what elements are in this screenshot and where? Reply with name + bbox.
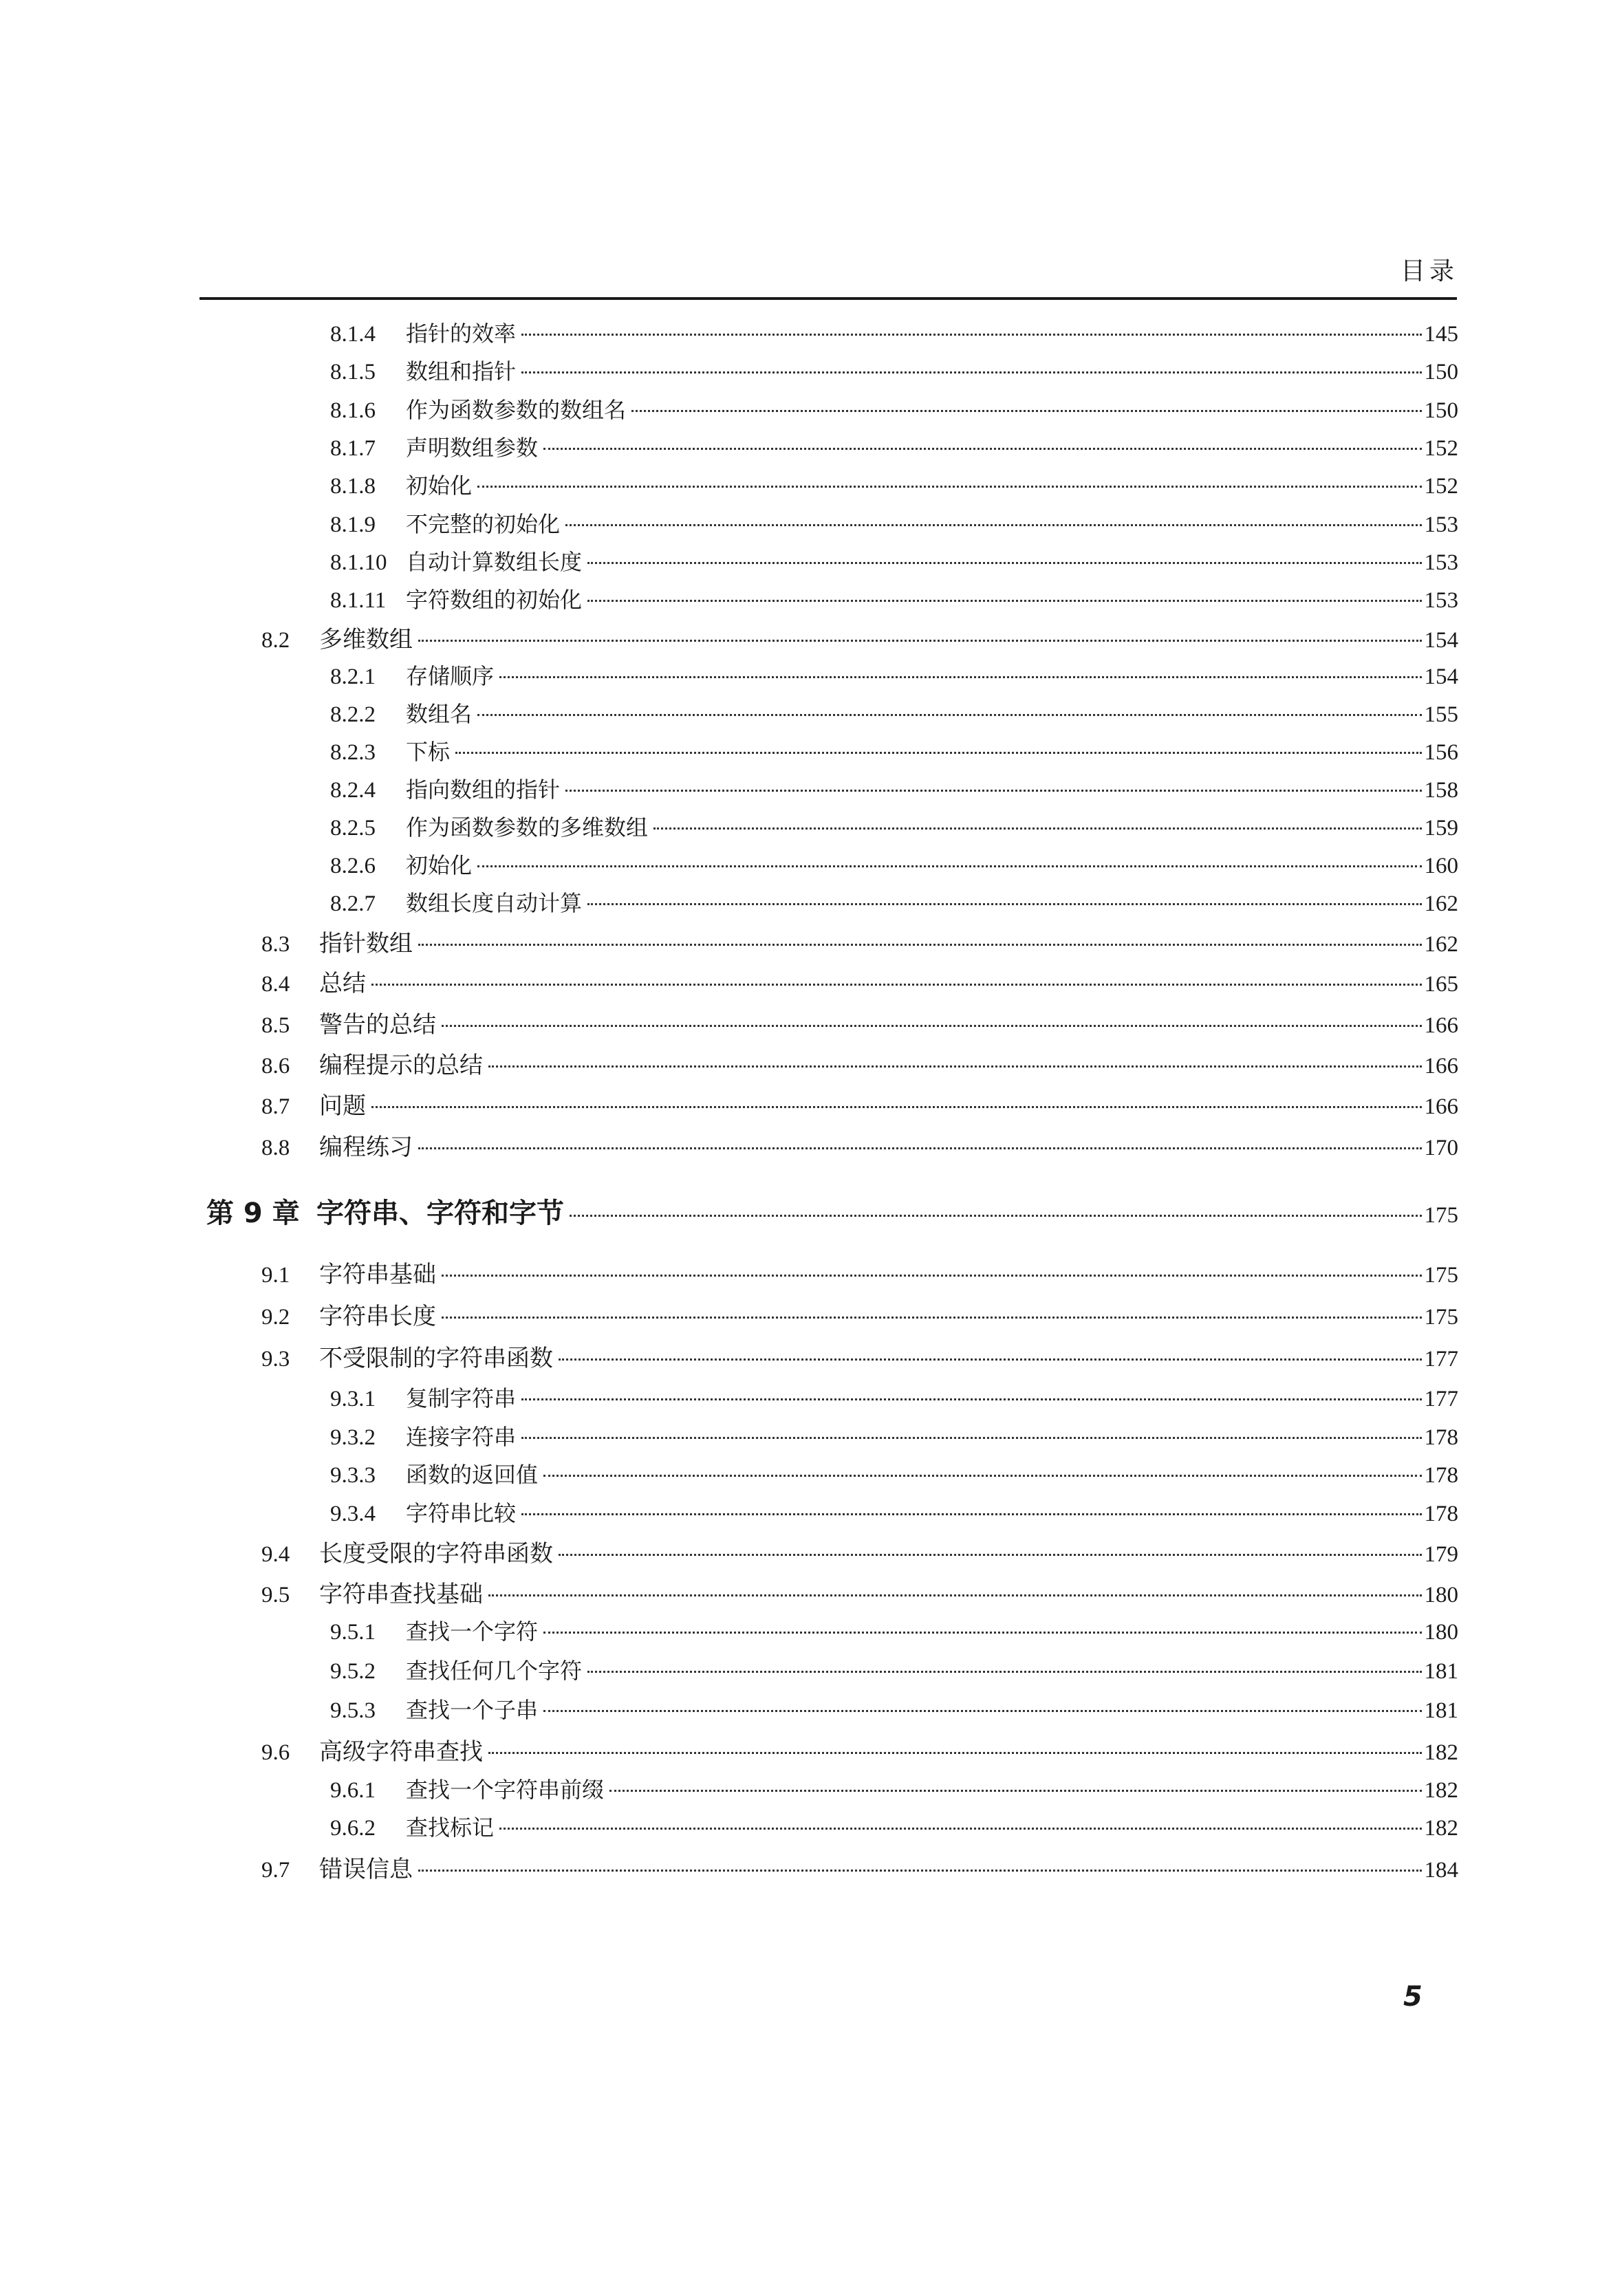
toc-entry xyxy=(261,1339,1458,1372)
toc-entry-title: 问题 xyxy=(319,1092,366,1120)
toc-entry-page: 178 xyxy=(1424,1502,1458,1526)
dot-leader xyxy=(587,600,1421,602)
toc-entry xyxy=(261,1297,1458,1328)
toc-entry-title: 字符串、字符和字节 xyxy=(316,1198,564,1229)
toc-entry-number: 9.3.3 xyxy=(330,1463,376,1488)
toc-entry-number: 8.2.6 xyxy=(330,854,376,878)
dot-leader xyxy=(609,1790,1421,1792)
dot-leader xyxy=(587,1671,1421,1673)
dot-leader xyxy=(418,1147,1422,1149)
toc-entry-page: 181 xyxy=(1424,1659,1458,1684)
toc-entry-number: 9.7 xyxy=(261,1858,290,1883)
toc-entry xyxy=(330,659,1458,689)
toc-entry-page: 145 xyxy=(1424,322,1458,347)
toc-entry-page: 166 xyxy=(1424,1054,1458,1079)
dot-leader xyxy=(477,486,1421,488)
toc-entry-page: 153 xyxy=(1424,550,1458,575)
toc-entry-title: 数组长度自动计算 xyxy=(406,890,583,916)
toc-entry-number: 8.1.9 xyxy=(330,512,376,537)
toc-entry-title: 数组名 xyxy=(406,701,473,727)
toc-entry-number: 9.5.1 xyxy=(330,1620,376,1645)
toc-entry xyxy=(330,1773,1458,1803)
dot-leader xyxy=(488,1065,1422,1068)
toc-entry-number: 8.2.1 xyxy=(330,664,376,689)
toc-entry-title: 查找标记 xyxy=(406,1815,495,1841)
dot-leader xyxy=(455,752,1421,754)
toc-entry-page: 153 xyxy=(1424,588,1458,613)
dot-leader xyxy=(543,1632,1421,1634)
toc-entry xyxy=(330,772,1458,803)
dot-leader xyxy=(418,1870,1422,1872)
toc-entry-title: 编程提示的总结 xyxy=(319,1052,483,1079)
dot-leader xyxy=(587,562,1421,564)
toc-entry-page: 162 xyxy=(1424,932,1458,957)
dot-leader xyxy=(570,1215,1422,1217)
toc-entry-title: 指向数组的指针 xyxy=(406,777,561,803)
toc-entry-title: 查找一个子串 xyxy=(406,1697,539,1723)
toc-entry-title: 不受限制的字符串函数 xyxy=(319,1345,553,1372)
dot-leader xyxy=(521,371,1421,373)
toc-entry xyxy=(330,1458,1458,1488)
toc-entry-title: 字符串查找基础 xyxy=(319,1581,483,1608)
toc-entry-number: 8.1.11 xyxy=(330,588,387,613)
toc-entry-title: 不完整的初始化 xyxy=(406,511,561,537)
toc-entry xyxy=(330,468,1458,499)
toc-entry-page: 182 xyxy=(1424,1778,1458,1803)
toc-entry-page: 179 xyxy=(1424,1542,1458,1567)
toc-entry xyxy=(261,1128,1458,1161)
toc-entry-page: 159 xyxy=(1424,816,1458,841)
dot-leader xyxy=(521,1513,1421,1515)
toc-entry xyxy=(330,1420,1458,1450)
dot-leader xyxy=(521,334,1421,336)
toc-entry-title: 复制字符串 xyxy=(406,1385,517,1411)
dot-leader xyxy=(442,1317,1422,1319)
toc-entry xyxy=(261,1046,1458,1079)
toc-entry-page: 182 xyxy=(1424,1740,1458,1765)
toc-entry xyxy=(330,735,1458,765)
dot-leader xyxy=(371,984,1422,986)
dot-leader xyxy=(653,827,1421,830)
toc-entry xyxy=(330,393,1458,423)
toc-entry-number: 9.3 xyxy=(261,1347,290,1372)
toc-entry-number: 8.1.6 xyxy=(330,398,376,423)
toc-entry xyxy=(330,1654,1458,1684)
toc-entry-title: 连接字符串 xyxy=(406,1424,517,1450)
dot-leader xyxy=(418,944,1422,946)
toc-entry-title: 查找任何几个字符 xyxy=(406,1658,583,1684)
dot-leader xyxy=(565,790,1421,792)
toc-entry-number: 9.1 xyxy=(261,1263,290,1288)
toc-entry xyxy=(261,620,1458,651)
dot-leader xyxy=(477,865,1421,867)
toc-entry-page: 180 xyxy=(1424,1583,1458,1607)
toc-entry xyxy=(261,1087,1458,1120)
toc-entry xyxy=(330,545,1458,575)
toc-entry-number: 8.2.3 xyxy=(330,740,376,765)
dot-leader xyxy=(521,1398,1421,1400)
toc-entry-page: 152 xyxy=(1424,474,1458,499)
toc-entry-number: 9.6.2 xyxy=(330,1816,376,1841)
toc-entry-number: 9.5 xyxy=(261,1583,290,1607)
toc-entry-page: 184 xyxy=(1424,1858,1458,1883)
dot-leader xyxy=(587,903,1421,905)
toc-entry xyxy=(261,1535,1458,1568)
toc-entry-page: 154 xyxy=(1424,628,1458,653)
toc-entry-number: 9.3.4 xyxy=(330,1502,376,1526)
toc-entry-page: 166 xyxy=(1424,1013,1458,1038)
toc-entry-page: 182 xyxy=(1424,1816,1458,1841)
dot-leader xyxy=(559,1358,1422,1361)
toc-entry-title: 数组和指针 xyxy=(406,358,517,385)
toc-entry-number: 9.3.1 xyxy=(330,1387,376,1411)
toc-entry xyxy=(330,886,1458,916)
toc-entry-page: 175 xyxy=(1424,1203,1458,1228)
toc-entry-page: 158 xyxy=(1424,778,1458,803)
toc-entry-title: 总结 xyxy=(319,970,366,997)
toc-entry-number: 9.4 xyxy=(261,1542,290,1567)
toc-entry xyxy=(261,1850,1458,1881)
toc-entry-title: 字符串比较 xyxy=(406,1500,517,1526)
toc-entry-number: 8.3 xyxy=(261,932,290,957)
dot-leader xyxy=(418,640,1422,642)
toc-entry xyxy=(261,1255,1458,1286)
toc-entry-title: 字符串长度 xyxy=(319,1303,436,1330)
dot-leader xyxy=(442,1275,1422,1277)
toc-entry xyxy=(330,810,1458,841)
toc-entry xyxy=(330,507,1458,537)
toc-entry-number: 9.5.3 xyxy=(330,1698,376,1723)
toc-entry xyxy=(261,924,1458,955)
toc-entry-page: 180 xyxy=(1424,1620,1458,1645)
toc-entry-title: 字符数组的初始化 xyxy=(406,587,583,613)
toc-entry-number: 8.2.7 xyxy=(330,891,376,916)
toc-entry-number: 8.1.5 xyxy=(330,360,376,385)
toc-entry xyxy=(330,1810,1458,1841)
dot-leader xyxy=(543,448,1421,450)
toc-entry-number: 第 9 章 xyxy=(206,1198,300,1229)
dot-leader xyxy=(499,1828,1421,1830)
toc-entry-page: 175 xyxy=(1424,1263,1458,1288)
dot-leader xyxy=(499,676,1421,678)
toc-entry-page: 160 xyxy=(1424,854,1458,878)
dot-leader xyxy=(521,1437,1421,1439)
toc-entry-number: 8.2.2 xyxy=(330,702,376,727)
toc-entry-title: 查找一个字符串前缀 xyxy=(406,1777,605,1803)
toc-entry-page: 153 xyxy=(1424,512,1458,537)
toc-entry-page: 162 xyxy=(1424,891,1458,916)
toc-entry xyxy=(330,583,1458,613)
toc-entry-title: 下标 xyxy=(406,739,451,765)
toc-entry-title: 字符串基础 xyxy=(319,1261,436,1288)
toc-entry-page: 152 xyxy=(1424,436,1458,461)
toc-entry-page: 177 xyxy=(1424,1347,1458,1372)
toc-entry-number: 9.5.2 xyxy=(330,1659,376,1684)
toc-entry xyxy=(330,1381,1458,1411)
toc-entry-number: 9.2 xyxy=(261,1305,290,1330)
toc-entry-title: 自动计算数组长度 xyxy=(406,549,583,575)
toc-entry-number: 8.1.10 xyxy=(330,550,387,575)
dot-leader xyxy=(565,524,1421,526)
toc-entry-number: 8.1.8 xyxy=(330,474,376,499)
toc-entry-page: 181 xyxy=(1424,1698,1458,1723)
toc-entry-page: 177 xyxy=(1424,1387,1458,1411)
running-header-title: 目录 xyxy=(1400,257,1458,285)
dot-leader xyxy=(488,1752,1422,1754)
toc-entry xyxy=(330,848,1458,878)
toc-entry-title: 存储顺序 xyxy=(406,663,495,689)
toc-entry-title: 多维数组 xyxy=(319,626,413,653)
toc-entry-number: 8.2.5 xyxy=(330,816,376,841)
toc-entry xyxy=(330,1693,1458,1723)
toc-entry-title: 警告的总结 xyxy=(319,1011,436,1039)
toc-entry-page: 170 xyxy=(1424,1136,1458,1160)
toc-entry xyxy=(330,1496,1458,1526)
toc-entry xyxy=(330,697,1458,727)
toc-entry-number: 8.4 xyxy=(261,972,290,997)
toc-entry-title: 函数的返回值 xyxy=(406,1462,539,1488)
toc-entry-title: 高级字符串查找 xyxy=(319,1738,483,1766)
toc-entry-page: 150 xyxy=(1424,360,1458,385)
toc-entry-title: 初始化 xyxy=(406,852,473,878)
toc-entry-number: 8.1.7 xyxy=(330,436,376,461)
toc-entry-number: 8.2 xyxy=(261,628,290,653)
toc-entry-page: 156 xyxy=(1424,740,1458,765)
toc-entry-page: 175 xyxy=(1424,1305,1458,1330)
dot-leader xyxy=(477,714,1421,716)
toc-entry xyxy=(261,1733,1458,1766)
dot-leader xyxy=(543,1710,1421,1712)
toc-entry xyxy=(261,964,1458,995)
toc-entry-page: 178 xyxy=(1424,1463,1458,1488)
toc-entry-page: 150 xyxy=(1424,398,1458,423)
toc-entry-number: 8.2.4 xyxy=(330,778,376,803)
toc-entry-title: 声明数组参数 xyxy=(406,435,539,461)
toc-entry-number: 9.3.2 xyxy=(330,1425,376,1450)
dot-leader xyxy=(631,410,1421,412)
toc-chapter-entry xyxy=(206,1191,1458,1229)
toc-entry xyxy=(261,1006,1458,1039)
toc-entry xyxy=(330,1614,1458,1645)
toc-entry-title: 长度受限的字符串函数 xyxy=(319,1540,553,1568)
toc-entry-page: 166 xyxy=(1424,1094,1458,1119)
toc-entry-title: 指针的效率 xyxy=(406,321,517,347)
toc-entry-title: 指针数组 xyxy=(319,930,413,957)
toc-entry-page: 154 xyxy=(1424,664,1458,689)
toc-entry-number: 9.6.1 xyxy=(330,1778,376,1803)
toc-entry xyxy=(330,316,1458,347)
toc-entry-number: 8.6 xyxy=(261,1054,290,1079)
toc-entry xyxy=(330,354,1458,385)
toc-entry xyxy=(330,431,1458,461)
toc-entry-title: 编程练习 xyxy=(319,1134,413,1161)
dot-leader xyxy=(488,1594,1422,1596)
toc-entry-number: 9.6 xyxy=(261,1740,290,1765)
toc-entry-title: 作为函数参数的多维数组 xyxy=(406,814,649,841)
toc-entry-page: 165 xyxy=(1424,972,1458,997)
dot-leader xyxy=(371,1106,1422,1108)
toc-entry-title: 作为函数参数的数组名 xyxy=(406,397,627,423)
toc-entry-title: 查找一个字符 xyxy=(406,1618,539,1645)
toc-entry-number: 8.1.4 xyxy=(330,322,376,347)
toc-entry xyxy=(261,1575,1458,1608)
page-number: 5 xyxy=(1403,1981,1423,2013)
toc-entry-title: 初始化 xyxy=(406,473,473,499)
dot-leader xyxy=(543,1475,1421,1477)
toc-entry-number: 8.5 xyxy=(261,1013,290,1038)
toc-entry-number: 8.7 xyxy=(261,1094,290,1119)
toc-entry-page: 155 xyxy=(1424,702,1458,727)
toc-entry-number: 8.8 xyxy=(261,1136,290,1160)
dot-leader xyxy=(559,1554,1422,1556)
toc-entry-title: 错误信息 xyxy=(319,1856,413,1883)
dot-leader xyxy=(442,1025,1422,1027)
toc-entry-page: 178 xyxy=(1424,1425,1458,1450)
